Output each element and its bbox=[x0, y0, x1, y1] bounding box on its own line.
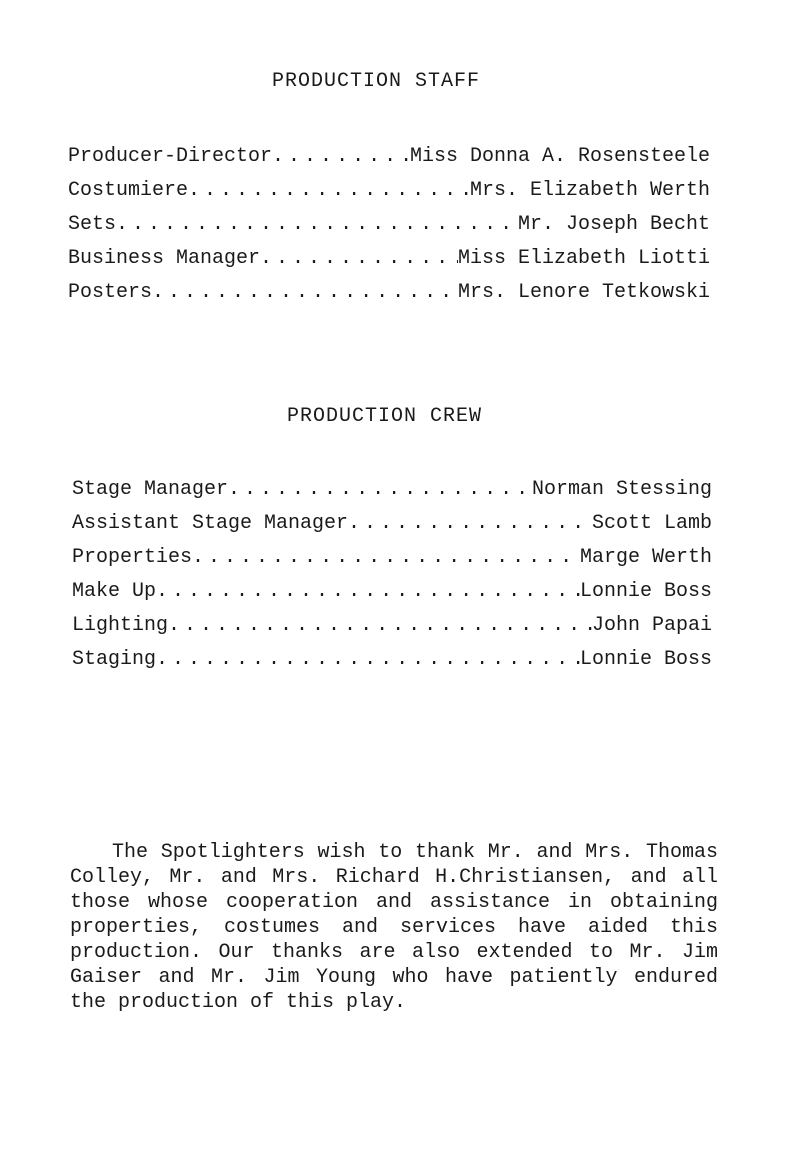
staff-row bbox=[68, 242, 710, 276]
dot-leader bbox=[156, 575, 580, 609]
staff-name: Miss Elizabeth Liotti bbox=[457, 247, 710, 270]
staff-role: Sets bbox=[68, 213, 117, 236]
crew-role: Lighting bbox=[72, 614, 169, 637]
crew-name: Marge Werth bbox=[579, 546, 712, 569]
dot-leader bbox=[116, 208, 518, 242]
crew-name: Scott Lamb bbox=[591, 512, 712, 535]
production-crew-heading: PRODUCTION CREW bbox=[287, 405, 483, 428]
dot-leader bbox=[272, 140, 410, 174]
crew-name: Lonnie Boss bbox=[579, 648, 712, 671]
crew-row bbox=[72, 643, 712, 677]
dot-leader bbox=[188, 174, 470, 208]
crew-row bbox=[72, 575, 712, 609]
dot-leader bbox=[228, 473, 532, 507]
production-crew-list bbox=[72, 473, 712, 677]
staff-role: Producer-Director bbox=[68, 145, 273, 168]
staff-role: Costumiere bbox=[68, 179, 189, 202]
dot-leader bbox=[260, 242, 458, 276]
crew-role: Stage Manager bbox=[72, 478, 229, 501]
acknowledgement-text: The Spotlighters wish to thank Mr. and Mrs. Thomas Colley, Mr. and Mrs. Richard H.Christiansen, and all those whose cooperation and assistance in obtaining properties, costumes and services have aided this production. Our thanks are also extended to Mr. Jim Gaiser and Mr. Jim Young who have patiently endured the production of this play. bbox=[70, 841, 718, 1014]
production-staff-heading: PRODUCTION STAFF bbox=[272, 70, 481, 93]
staff-row bbox=[68, 140, 710, 174]
crew-row bbox=[72, 609, 712, 643]
production-staff-list bbox=[68, 140, 710, 310]
crew-role: Assistant Stage Manager bbox=[72, 512, 349, 535]
crew-row bbox=[72, 473, 712, 507]
crew-role: Staging bbox=[72, 648, 157, 671]
dot-leader bbox=[168, 609, 592, 643]
crew-role: Properties bbox=[72, 546, 193, 569]
crew-name: Lonnie Boss bbox=[579, 580, 712, 603]
staff-row bbox=[68, 208, 710, 242]
crew-role: Make Up bbox=[72, 580, 157, 603]
dot-leader bbox=[348, 507, 592, 541]
staff-name: Mrs. Elizabeth Werth bbox=[469, 179, 710, 202]
staff-name: Mrs. Lenore Tetkowski bbox=[457, 281, 710, 304]
crew-name: John Papai bbox=[591, 614, 712, 637]
staff-role: Posters bbox=[68, 281, 153, 304]
staff-role: Business Manager bbox=[68, 247, 261, 270]
staff-name: Miss Donna A. Rosensteele bbox=[409, 145, 710, 168]
crew-row bbox=[72, 507, 712, 541]
dot-leader bbox=[192, 541, 580, 575]
dot-leader bbox=[156, 643, 580, 677]
staff-row bbox=[68, 174, 710, 208]
staff-name: Mr. Joseph Becht bbox=[517, 213, 710, 236]
acknowledgement-paragraph bbox=[70, 840, 718, 1015]
crew-row bbox=[72, 541, 712, 575]
crew-name: Norman Stessing bbox=[531, 478, 712, 501]
dot-leader bbox=[152, 276, 458, 310]
staff-row bbox=[68, 276, 710, 310]
